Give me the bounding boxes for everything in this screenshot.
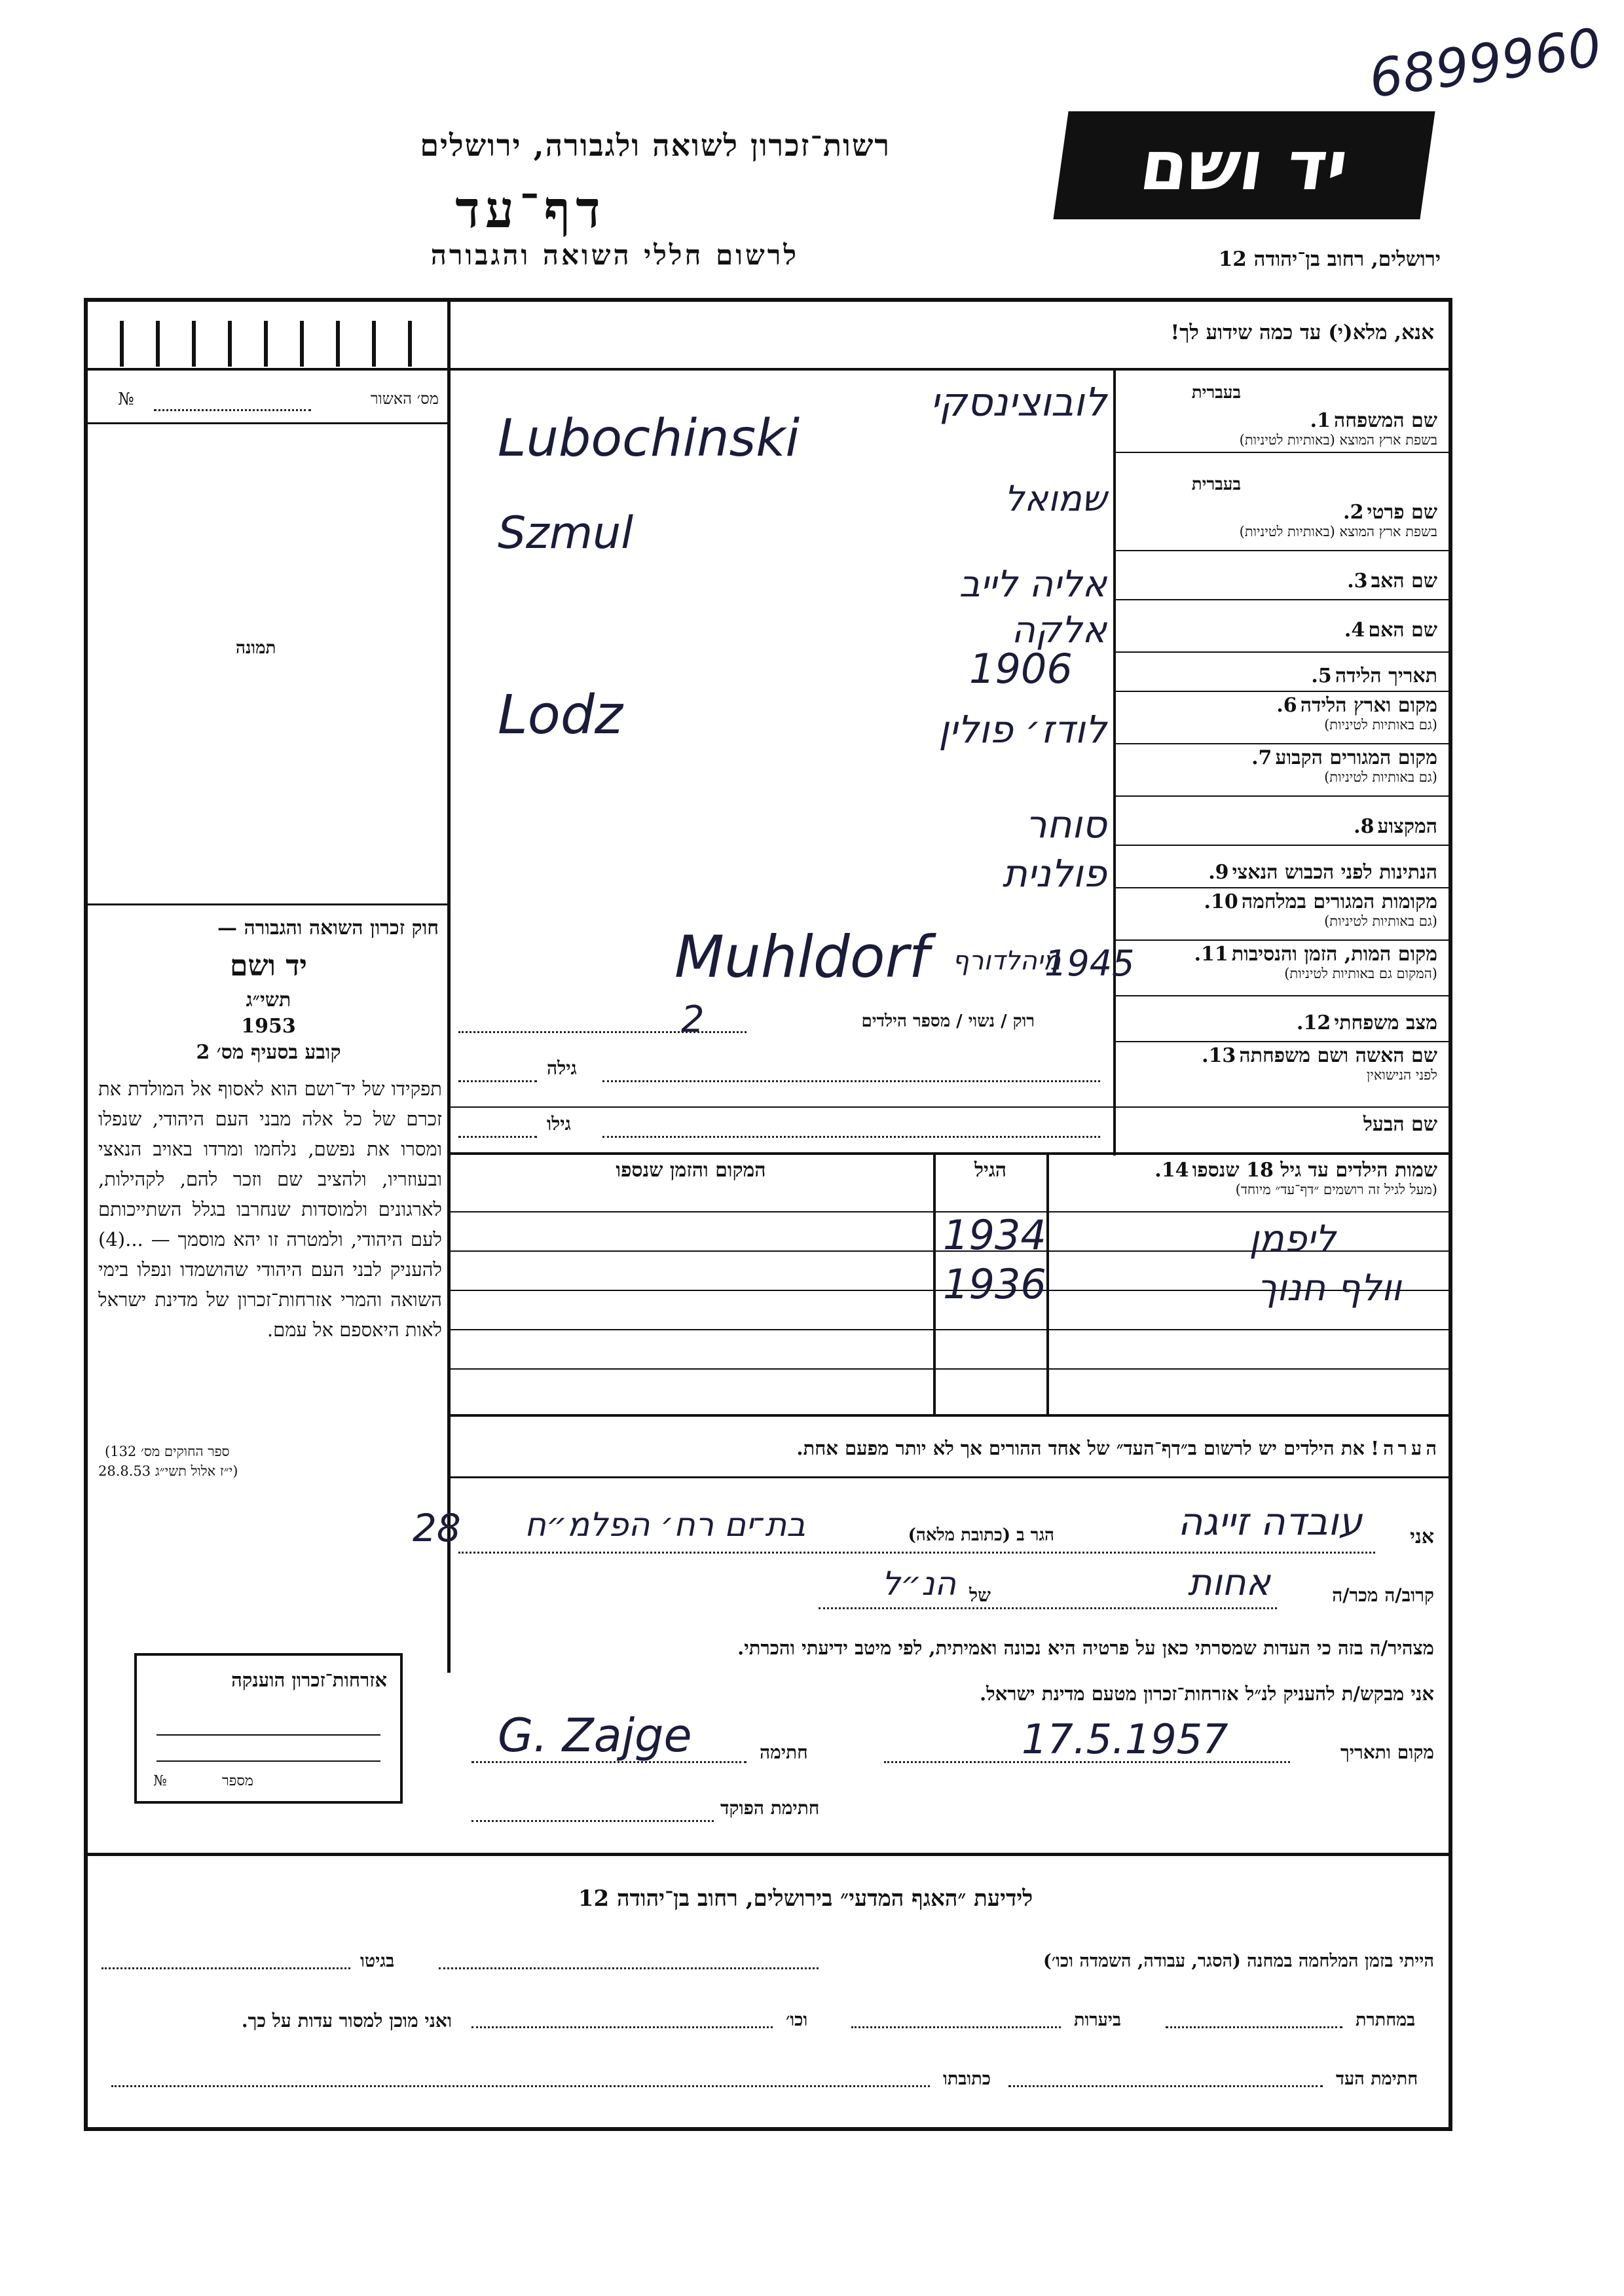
archive-number: 6899960 xyxy=(1365,16,1606,110)
field-4-label: שם האם xyxy=(1368,619,1437,642)
field-12-children-count[interactable]: 2 xyxy=(681,998,705,1041)
field-12-status-options: רוק / נשוי / מספר הילדים xyxy=(861,1011,1035,1031)
field-6-label: מקום וארץ הלידה xyxy=(1300,694,1437,717)
field-2-hebrew-tag: בעברית xyxy=(1191,475,1241,494)
citizenship-box xyxy=(134,1653,403,1804)
field-1-label: שם המשפחה xyxy=(1333,409,1437,432)
law-text: תפקידו של יד־ושם הוא לאסוף אל המולדת את זכרם של כל אלה מבני העם היהודי, שנפלו ומסרו את נפשם, נלחמו ומרדו באויב הנאצי ובעוזריו, ולהציב שם וזכר להם, לקהילות, לארגונים ולמוסדות שנחרבו בגלל השתייכותם לעם היהודי, ולמטרה זו יהא מוסמך — ...(4) להעניק לבני העם היהודי שהושמדו ונפלו בימי השואה והמרי אזרחות־זכרון של מדינת ישראל לאות היאספם אל עמם. xyxy=(98,1078,442,1341)
yad-vashem-logo xyxy=(1053,111,1435,219)
field-13-label: שם האשה ושם משפחתה xyxy=(1239,1044,1437,1067)
citizenship-box-no: № xyxy=(153,1773,167,1789)
citizenship-box-title: אזרחות־זכרון הוענקה xyxy=(231,1669,387,1691)
citizenship-box-number: מספר xyxy=(222,1773,253,1789)
husband-label: שם הבעל xyxy=(1363,1113,1437,1136)
law-source-2: י״ז אלול תשי״ג 28.8.53) xyxy=(98,1463,238,1479)
field-8-label: המקצוע xyxy=(1377,815,1437,838)
declarant-relative-of[interactable]: הנ״ל xyxy=(881,1565,956,1603)
note-label: הערה! xyxy=(1371,1437,1441,1459)
declarant-relation[interactable]: אחות xyxy=(1187,1561,1270,1604)
photo-label: תמונה xyxy=(236,638,276,658)
field-4-value[interactable]: אלקה xyxy=(1011,609,1107,651)
approval-label: מס׳ האשור xyxy=(370,390,439,408)
footer-title: לידיעת ״האגף המדעי״ בירושלים, רחוב בן־יהודה 12 xyxy=(578,1886,1033,1912)
footer-line3-a: חתימת העד xyxy=(1336,2069,1418,2089)
children-col-age: הגיל xyxy=(974,1159,1007,1182)
field-1-value-heb[interactable]: לובוצינסקי xyxy=(930,380,1107,426)
instruction: אנא, מלא(י) עד כמה שידוע לך! xyxy=(1170,321,1434,344)
field-2-value-heb[interactable]: שמואל xyxy=(1004,478,1107,519)
officer-signature-field[interactable] xyxy=(471,1820,714,1822)
footer-line1-b: בגיטו xyxy=(360,1951,395,1971)
law-org: יד ושם xyxy=(230,949,307,983)
footer-underground-field[interactable] xyxy=(1166,2026,1342,2028)
field-7-sub: (גם באותיות לטיניות) xyxy=(1324,769,1437,785)
declarant-lives-label: הגר ב (כתובת מלאה) xyxy=(908,1525,1054,1545)
field-3-value[interactable]: אליה לייב xyxy=(959,563,1107,606)
footer-line2-a: במחתרת xyxy=(1356,2010,1416,2030)
place-date-label: מקום ותאריך xyxy=(1340,1741,1434,1763)
field-2-value-latin[interactable]: Szmul xyxy=(498,507,634,559)
declarant-house-no[interactable]: 28 xyxy=(413,1506,461,1550)
field-10-sub: (גם באותיות לטיניות) xyxy=(1324,913,1437,929)
declarant-declaration: מצהיר/ה בזה כי העדות שמסרתי כאן על פרטיה היא נכונה ואמיתית, לפי מיטב ידיעתי והכרתי. xyxy=(737,1637,1434,1659)
field-10-label: מקומות המגורים במלחמה xyxy=(1241,890,1437,913)
husband-name-field[interactable] xyxy=(602,1136,1100,1138)
institution-name: רשות־זכרון לשואה ולגבורה, ירושלים xyxy=(420,128,891,163)
approval-no-label: № xyxy=(118,390,134,409)
law-clause: קובע בסעיף מס׳ 2 xyxy=(196,1041,341,1064)
law-year: 1953 xyxy=(241,1015,296,1038)
child-age[interactable]: 1934 xyxy=(943,1211,1046,1259)
footer-address-field[interactable] xyxy=(111,2085,930,2087)
field-7-label: מקום המגורים הקבוע xyxy=(1275,746,1437,769)
field-5-label: תאריך הלידה xyxy=(1335,665,1437,687)
declarant-relative-label: קרוב/ה מכר/ה xyxy=(1332,1584,1434,1606)
field-11-value-heb[interactable]: מיהלדורף xyxy=(952,946,1061,976)
footer-line1-a: הייתי בזמן המלחמה במחנה (הסגר, עבודה, השמדה וכו׳) xyxy=(1043,1951,1434,1971)
law-year-heb: תשי״ג xyxy=(246,989,291,1011)
form-subtitle: לרשום חללי השואה והגבורה xyxy=(430,239,799,271)
footer-line2-b: ביערות xyxy=(1074,2010,1122,2030)
field-9-label: הנתינות לפני הכבוש הנאצי xyxy=(1232,861,1437,884)
field-5-value[interactable]: 1906 xyxy=(969,645,1073,693)
field-6-value-latin[interactable]: Lodz xyxy=(498,684,623,746)
husband-age-field[interactable] xyxy=(458,1136,537,1138)
left-column-divider xyxy=(447,298,451,1673)
field-11-label: מקום המות, הזמן והנסיבות xyxy=(1231,943,1437,966)
place-date[interactable]: 17.5.1957 xyxy=(1022,1715,1228,1763)
field-1-sub: בשפת ארץ המוצא (באותיות לטיניות) xyxy=(1239,432,1437,448)
right-column-divider xyxy=(1113,370,1116,1156)
declarant-of-label: של xyxy=(969,1584,991,1606)
header-strip-line xyxy=(84,368,1452,371)
signature[interactable]: G. Zajge xyxy=(498,1709,692,1762)
field-12-label: מצב משפחתי xyxy=(1334,1011,1437,1034)
footer-witness-signature-field[interactable] xyxy=(1008,2085,1323,2087)
signature-label: חתימה xyxy=(760,1741,808,1763)
footer-line3-b: כתובתו xyxy=(943,2069,991,2089)
declarant-name[interactable]: עובדה זייגה xyxy=(1177,1499,1362,1544)
field-11-value-year[interactable]: 1945 xyxy=(1044,943,1135,984)
field-9-value[interactable]: פולנית xyxy=(1002,851,1107,896)
field-8-value[interactable]: סוחר xyxy=(1025,802,1107,847)
law-title: חוק זכרון השואה והגבורה — xyxy=(217,917,439,939)
logo-text: יד ושם xyxy=(1135,125,1354,206)
field-13-age-field[interactable] xyxy=(458,1080,537,1082)
footer-line2-d: ואני מוכן למסור עדות על כך. xyxy=(241,2010,452,2032)
field-3-label: שם האב xyxy=(1371,570,1437,592)
field-13-age-label: גילה xyxy=(547,1057,577,1079)
footer-forests-field[interactable] xyxy=(851,2026,1061,2028)
field-2-label: שם פרטי xyxy=(1367,501,1437,524)
declarant-request: אני מבקש/ת להעניק לנ״ל אזרחות־זכרון מטעם מדינת ישראל. xyxy=(980,1683,1434,1705)
children-sub: (מעל לגיל זה רושמים ״דף־עד״ מיוחד) xyxy=(1235,1182,1437,1197)
husband-age-label: גילו xyxy=(547,1113,571,1135)
officer-signature-label: חתימת הפוקד xyxy=(720,1797,820,1819)
note-text: את הילדים יש לרשום ב״דף־העד״ של אחד ההורים אך לא יותר מפעם אחת. xyxy=(796,1437,1365,1459)
field-2-sub: בשפת ארץ המוצא (באותיות לטיניות) xyxy=(1239,524,1437,539)
address: ירושלים, רחוב בן־יהודה 12 xyxy=(1218,247,1441,271)
declarant-i-label: אני xyxy=(1410,1525,1434,1548)
law-source-1: (ספר החוקים מס׳ 132 xyxy=(105,1444,230,1459)
field-11-value-latin[interactable]: Muhldorf xyxy=(674,923,929,991)
child-age[interactable]: 1936 xyxy=(943,1260,1046,1308)
children-col-place: המקום והזמן שנספו xyxy=(616,1159,766,1182)
field-6-value-heb[interactable]: לודז׳ פולין xyxy=(938,707,1107,752)
field-13-sub: לפני הנישואין xyxy=(1367,1067,1437,1083)
form-title: דף־עד xyxy=(455,180,606,240)
footer-ghetto-field[interactable] xyxy=(101,1967,350,1969)
field-1-value-latin[interactable]: Lubochinski xyxy=(498,409,800,468)
footer-line2-c: וכו׳ xyxy=(786,2010,808,2030)
children-title: שמות הילדים עד גיל 18 שנספו xyxy=(1192,1159,1437,1182)
approval-no-field[interactable] xyxy=(154,409,311,411)
declarant-address[interactable]: בת־ים רח׳ הפלמ״ח xyxy=(525,1506,805,1544)
field-6-sub: (גם באותיות לטיניות) xyxy=(1324,717,1437,733)
child-name[interactable]: ליפמן xyxy=(1249,1218,1336,1260)
field-11-sub: (המקום גם באותיות לטיניות) xyxy=(1284,966,1437,981)
field-13-name-field[interactable] xyxy=(602,1080,1100,1082)
child-name[interactable]: וולף חנוך xyxy=(1257,1267,1401,1309)
field-1-hebrew-tag: בעברית xyxy=(1191,383,1241,403)
